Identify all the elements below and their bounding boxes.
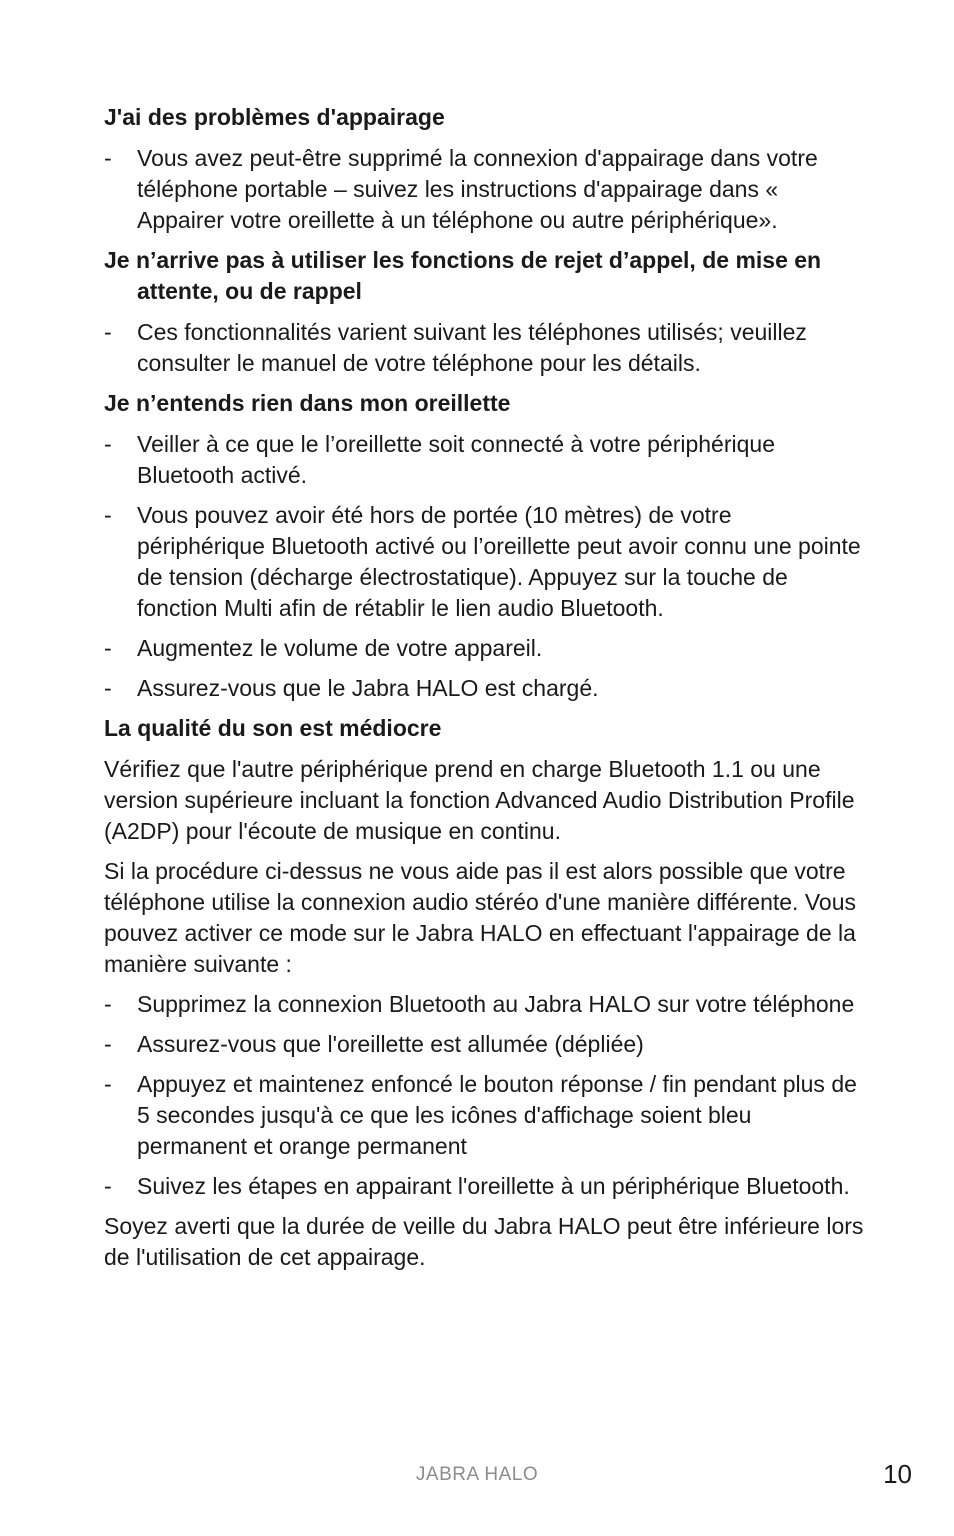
list-item-text: Vous pouvez avoir été hors de portée (10 mètres) de votre périphérique Bluetooth activé ou l’oreillette peut avoir connu une pointe de tension (décharge électrostatique). Appuyez sur la touche de fonction Multi afin de rétablir le lien audio Bluetooth. — [137, 502, 861, 621]
list-item — [104, 429, 864, 491]
list-item — [104, 989, 864, 1020]
list-item — [104, 500, 864, 624]
bullet-dash: - — [104, 991, 112, 1017]
section-heading: J'ai des problèmes d'appairage — [104, 104, 445, 130]
list-item — [104, 673, 864, 704]
list-item-text: Ces fonctionnalités varient suivant les téléphones utilisés; veuillez consulter le manuel de votre téléphone pour les détails. — [137, 319, 807, 376]
page-number: 10 — [883, 1459, 912, 1489]
bullet-dash: - — [104, 1031, 112, 1057]
list-item — [104, 1171, 864, 1202]
section-call-functions — [104, 245, 864, 379]
bullet-dash: - — [104, 502, 112, 528]
list-item-text: Suivez les étapes en appairant l'oreillette à un périphérique Bluetooth. — [137, 1173, 850, 1199]
section-heading: Je n’entends rien dans mon oreillette — [104, 390, 511, 416]
list-item-text: Assurez-vous que l'oreillette est allumée (dépliée) — [137, 1031, 644, 1057]
list-item — [104, 317, 864, 379]
list-item — [104, 1069, 864, 1162]
bullet-dash: - — [104, 145, 112, 171]
list-item-text: Vous avez peut-être supprimé la connexion d'appairage dans votre téléphone portable – suivez les instructions d'appairage dans « Appairer votre oreillette à un téléphone ou autre périphérique». — [137, 145, 818, 233]
section-heading: La qualité du son est médiocre — [104, 715, 442, 741]
bullet-dash: - — [104, 319, 112, 345]
paragraph: Vérifiez que l'autre périphérique prend en charge Bluetooth 1.1 ou une version supérieure incluant la fonction Advanced Audio Distribution Profile (A2DP) pour l'écoute de musique en continu. — [104, 756, 855, 844]
closing-paragraph: Soyez averti que la durée de veille du Jabra HALO peut être inférieure lors de l'utilisation de cet appairage. — [104, 1213, 864, 1270]
bullet-dash: - — [104, 635, 112, 661]
section-no-sound — [104, 388, 864, 704]
section-pairing — [104, 102, 864, 236]
list-item-text: Augmentez le volume de votre appareil. — [137, 635, 543, 661]
list-item-text: Assurez-vous que le Jabra HALO est chargé. — [137, 675, 599, 701]
section-heading: Je n’arrive pas à utiliser les fonctions de rejet d’appel, de mise en attente, ou de rappel — [104, 247, 822, 304]
bullet-dash: - — [104, 1071, 112, 1097]
list-item-text: Appuyez et maintenez enfoncé le bouton réponse / fin pendant plus de 5 secondes jusqu'à ce que les icônes d'affichage soient bleu permanent et orange permanent — [137, 1071, 857, 1159]
bullet-dash: - — [104, 431, 112, 457]
bullet-dash: - — [104, 1173, 112, 1199]
bullet-dash: - — [104, 675, 112, 701]
page-content — [104, 102, 864, 1282]
section-sound-quality — [104, 713, 864, 1273]
list-item-text: Veiller à ce que le l’oreillette soit connecté à votre périphérique Bluetooth activé. — [137, 431, 775, 488]
footer-brand: JABRA HALO — [415, 1464, 539, 1485]
list-item — [104, 143, 864, 236]
list-item — [104, 633, 864, 664]
list-item-text: Supprimez la connexion Bluetooth au Jabra HALO sur votre téléphone — [137, 991, 855, 1017]
list-item — [104, 1029, 864, 1060]
paragraph: Si la procédure ci-dessus ne vous aide pas il est alors possible que votre téléphone utilise la connexion audio stéréo d'une manière différente. Vous pouvez activer ce mode sur le Jabra HALO en effectuant l'appairage de la manière suivante : — [104, 858, 856, 977]
